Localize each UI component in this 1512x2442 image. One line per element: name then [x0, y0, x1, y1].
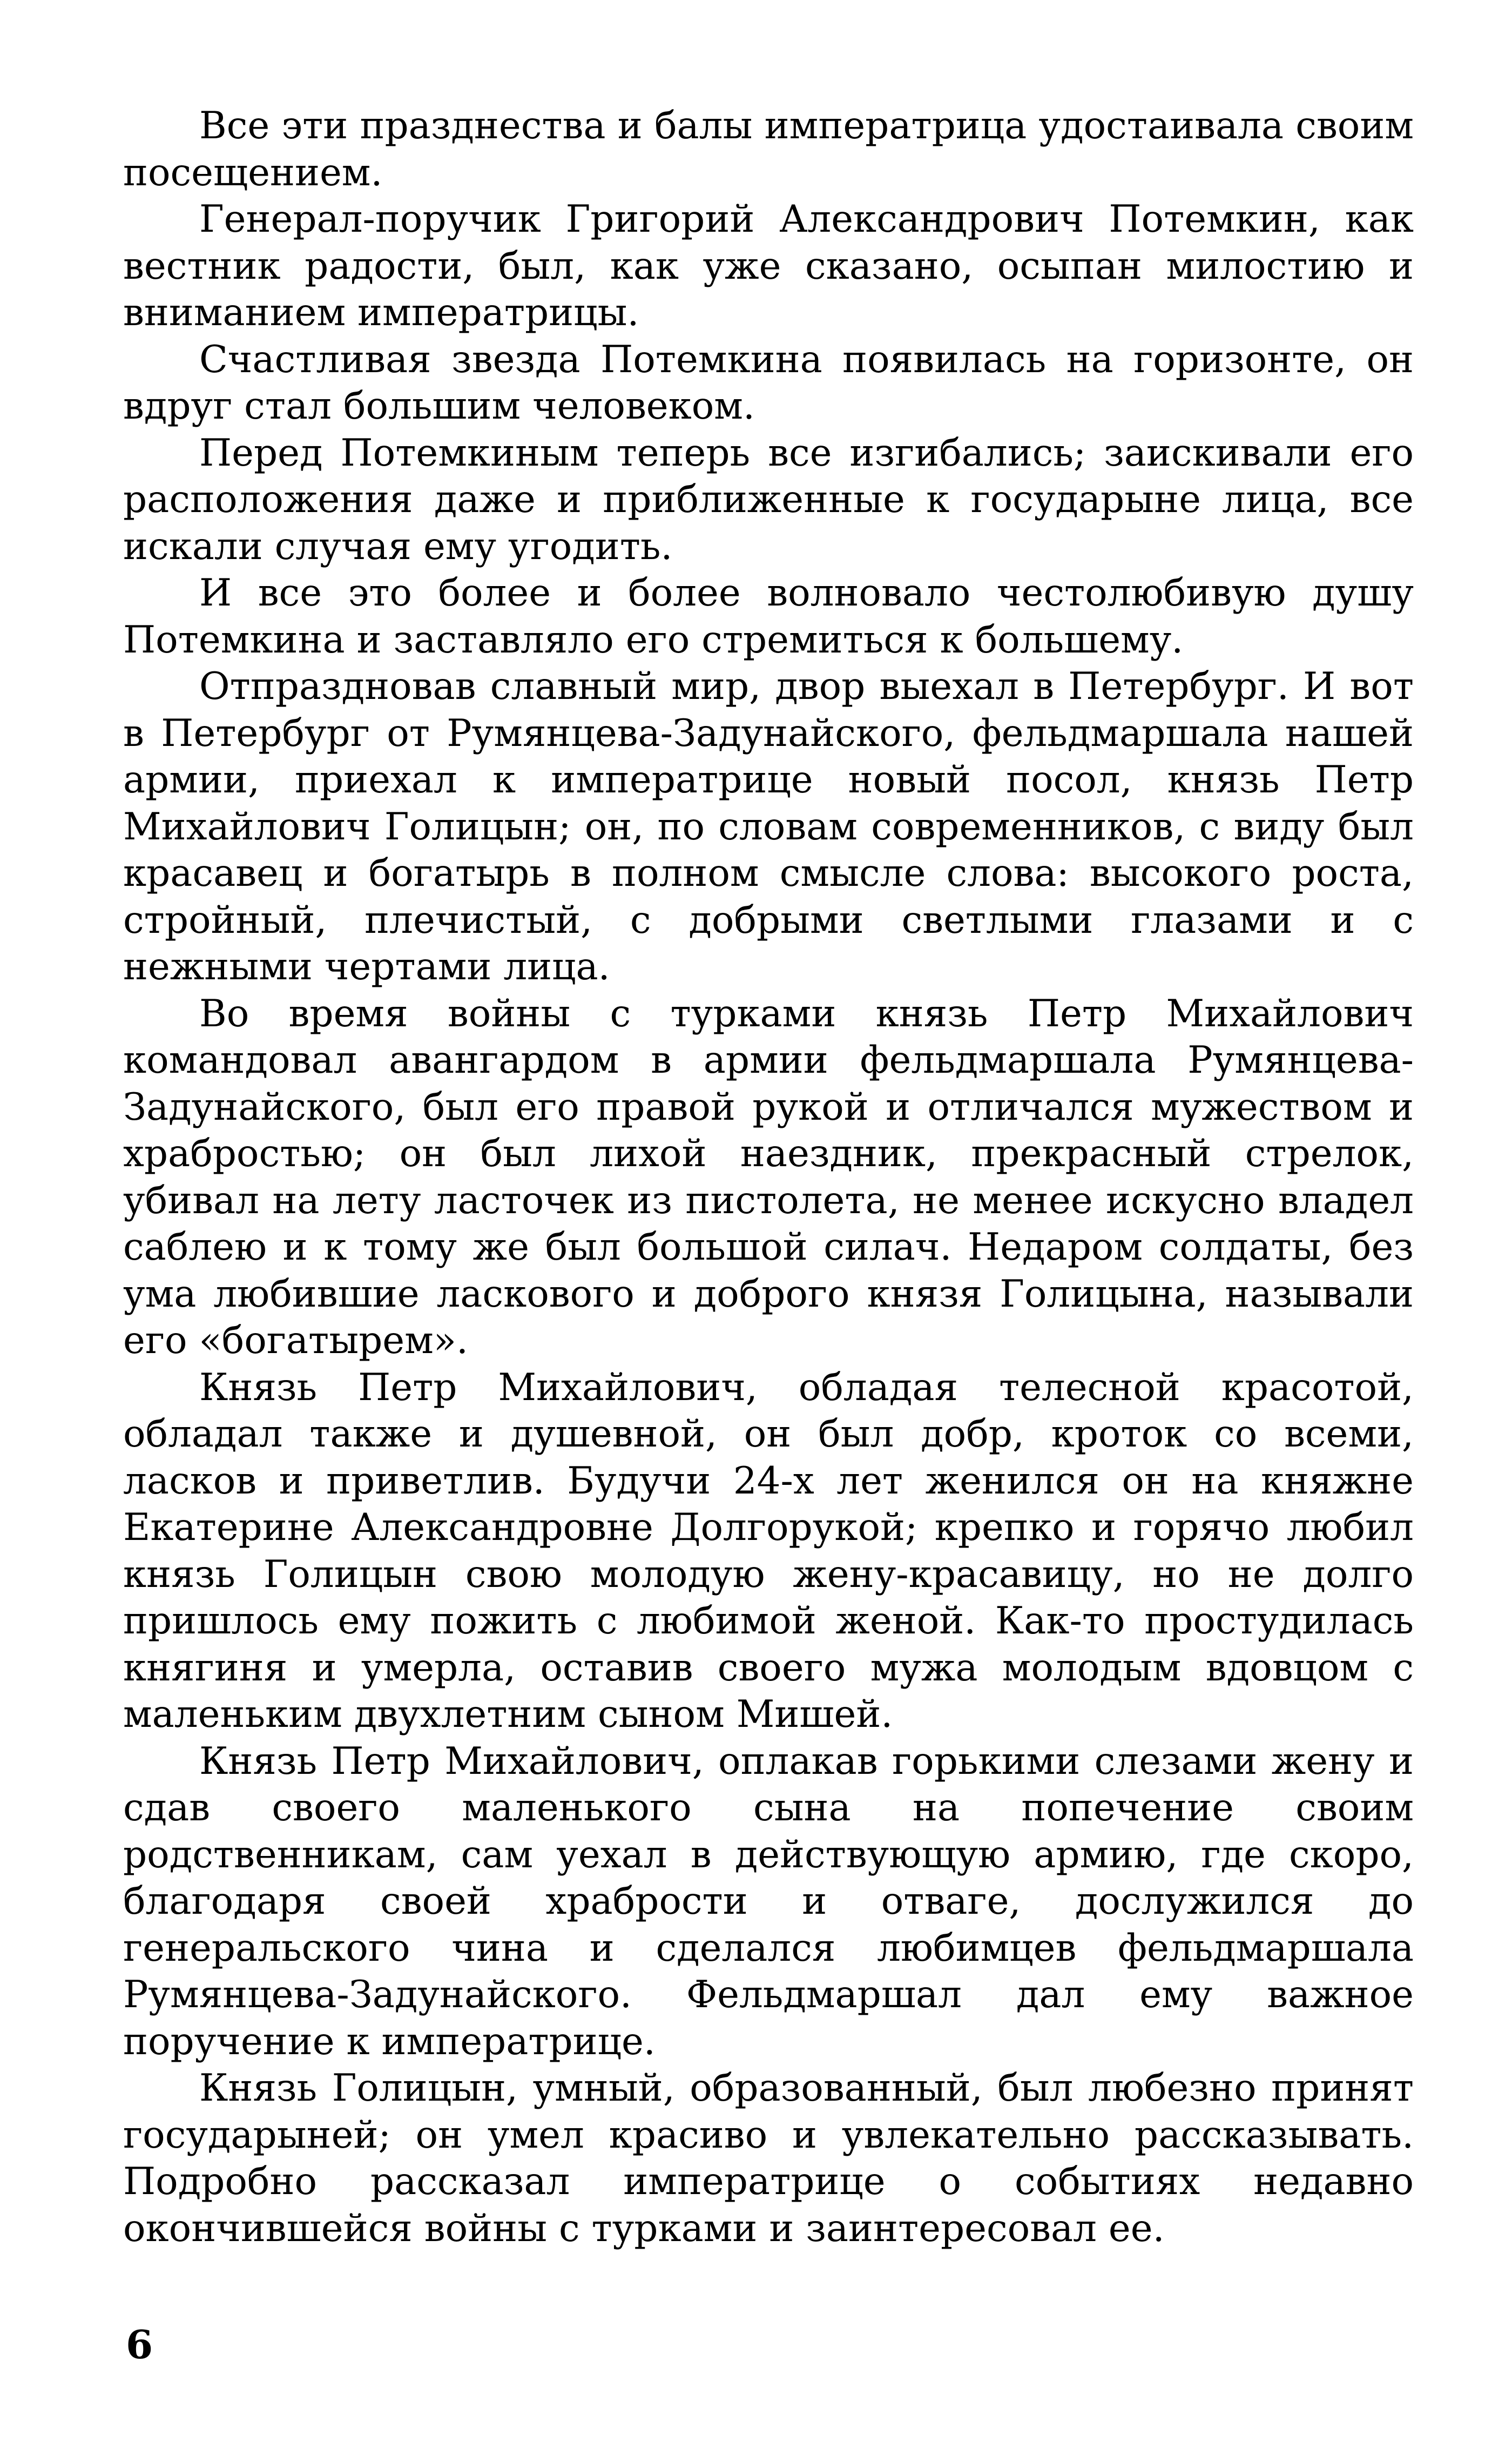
paragraph: Перед Потемкиным теперь все изгибались; заискивали его расположения даже и приближенные к государыне лица, все искали случая ему угодить. [123, 431, 1414, 568]
body-text [123, 103, 1414, 2252]
paragraph: Счастливая звезда Потемкина появилась на горизонте, он вдруг стал большим человеком. [123, 338, 1414, 428]
page-number: 6 [126, 2322, 153, 2367]
paragraph: Отпраздновав славный мир, двор выехал в Петербург. И вот в Петербург от Румянцева-Задунайского, фельдмаршала нашей армии, приехал к императрице новый посол, князь Петр Михайлович Голицын; он, по словам современников, с виду был красавец и богатырь в полном смысле слова: высокого роста, стройный, плечистый, с добрыми светлыми глазами и с нежными чертами лица. [123, 665, 1414, 988]
paragraph: Князь Петр Михайлович, обладая телесной красотой, обладал также и душевной, он был добр, кроток со всеми, ласков и приветлив. Будучи 24-х лет женился он на княжне Екатерине Александровне Долгорукой; крепко и горячо любил князь Голицын свою молодую жену-красавицу, но не долго пришлось ему пожить с любимой женой. Как-то простудилась княгиня и умерла, оставив своего мужа молодым вдовцом с маленьким двухлетним сыном Мишей. [123, 1365, 1414, 1736]
paragraph: Во время войны с турками князь Петр Михайлович командовал авангардом в армии фельдмаршала Румянцева-Задунайского, был его правой рукой и отличался мужеством и храбростью; он был лихой наездник, прекрасный стрелок, убивал на лету ласточек из пистолета, не менее искусно владел саблею и к тому же был большой силач. Недаром солдаты, без ума любившие ласкового и доброго князя Голицына, называли его «богатырем». [123, 992, 1414, 1362]
paragraph: Все эти празднества и балы императрица удостаивала своим посещением. [123, 104, 1414, 194]
paragraph: Генерал-поручик Григорий Александрович Потемкин, как вестник радости, был, как уже сказано, осыпан милостию и вниманием императрицы. [123, 198, 1414, 334]
paragraph: Князь Петр Михайлович, оплакав горькими слезами жену и сдав своего маленького сына на попечение своим родственникам, сам уехал в действующую армию, где скоро, благодаря своей храбрости и отваге, дослужился до генеральского чина и сделался любимцев фельдмаршала Румянцева-Задунайского. Фельдмаршал дал ему важное поручение к императрице. [123, 1739, 1414, 2063]
paragraph: И все это более и более волновало честолюбивую душу Потемкина и заставляло его стремиться к большему. [123, 571, 1414, 662]
paragraph: Князь Голицын, умный, образованный, был любезно принят государыней; он умел красиво и увлекательно рассказывать. Подробно рассказал императрице о событиях недавно окончившейся войны с турками и заинтересовал ее. [123, 2067, 1414, 2250]
